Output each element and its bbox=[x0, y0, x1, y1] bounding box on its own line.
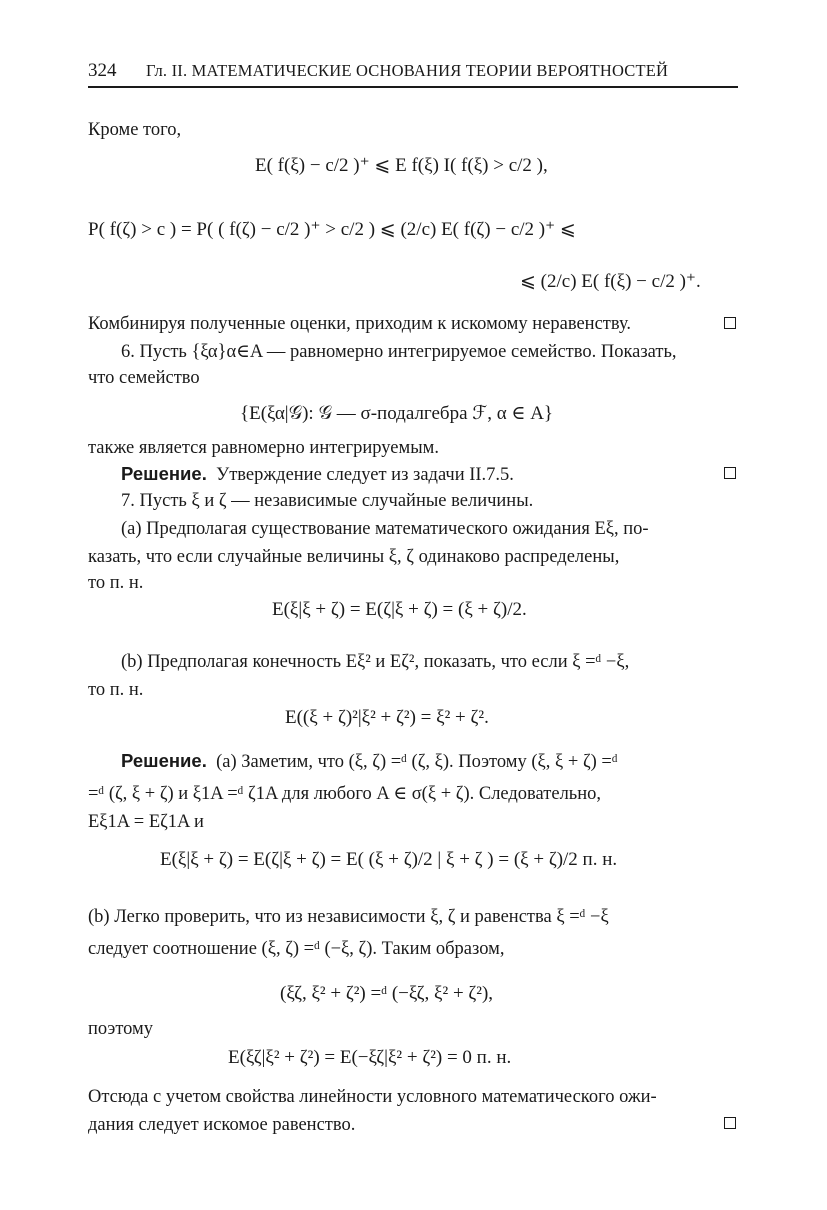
solution-7-line-1 bbox=[121, 749, 618, 774]
problem-7a-line-2: казать, что если случайные величины ξ, ζ одинаково распределены, bbox=[88, 547, 620, 567]
qed-square-3 bbox=[724, 1117, 736, 1129]
header-rule bbox=[88, 86, 738, 88]
problem-6-line-1: 6. Пусть {ξα}α∈A — равномерно интегрируемое семейство. Показать, bbox=[121, 342, 677, 362]
problem-7b-line-2: то п. н. bbox=[88, 680, 144, 700]
problem-7-line-1: 7. Пусть ξ и ζ — независимые случайные величины. bbox=[121, 491, 534, 511]
formula-7: E(ξ|ξ + ζ) = E(ζ|ξ + ζ) = E( (ξ + ζ)/2 | ξ + ζ ) = (ξ + ζ)/2 п. н. bbox=[160, 849, 618, 870]
formula-2: P( f(ζ) > c ) = P( ( f(ζ) − c/2 )⁺ > c/2 ) ⩽ (2/c) E( f(ζ) − c/2 )⁺ ⩽ bbox=[88, 219, 576, 240]
solution-7-text-1: (a) Заметим, что (ξ, ζ) =ᵈ (ζ, ξ). Поэтому (ξ, ξ + ζ) =ᵈ bbox=[216, 752, 618, 772]
problem-6-line-2: что семейство bbox=[88, 368, 200, 388]
solution-7-line-3: Eξ1A = Eζ1A и bbox=[88, 812, 204, 832]
formula-4: {E(ξα|𝒢): 𝒢 — σ-подалгебра ℱ, α ∈ A} bbox=[240, 403, 554, 424]
solution-6 bbox=[121, 462, 514, 487]
running-title: Гл. II. МАТЕМАТИЧЕСКИЕ ОСНОВАНИЯ ТЕОРИИ ВЕРОЯТНОСТЕЙ bbox=[146, 61, 669, 80]
formula-8: (ξζ, ξ² + ζ²) =ᵈ (−ξζ, ξ² + ζ²), bbox=[280, 983, 494, 1004]
formula-6: E((ξ + ζ)²|ξ² + ζ²) = ξ² + ζ². bbox=[285, 707, 489, 728]
problem-7a-line-1: (a) Предполагая существование математического ожидания Eξ, по- bbox=[121, 519, 649, 539]
solution-7-label: Решение. bbox=[121, 750, 207, 771]
solution-7-line-2: =ᵈ (ζ, ξ + ζ) и ξ1A =ᵈ ζ1A для любого A ∈ σ(ξ + ζ). Следовательно, bbox=[88, 784, 602, 804]
final-line-2: дания следует искомое равенство. bbox=[88, 1115, 356, 1135]
solution-6-text: Утверждение следует из задачи II.7.5. bbox=[216, 465, 514, 485]
solution-7b-line-1: (b) Легко проверить, что из независимости ξ, ζ и равенства ξ =ᵈ −ξ bbox=[88, 907, 609, 927]
formula-1: E( f(ξ) − c/2 )⁺ ⩽ E f(ξ) I( f(ξ) > c/2 ), bbox=[255, 155, 548, 176]
solution-7b-line-2: следует соотношение (ξ, ζ) =ᵈ (−ξ, ζ). Таким образом, bbox=[88, 939, 505, 959]
formula-9: E(ξζ|ξ² + ζ²) = E(−ξζ|ξ² + ζ²) = 0 п. н. bbox=[228, 1047, 512, 1068]
qed-square-1 bbox=[724, 317, 736, 329]
text-krome-togo: Кроме того, bbox=[88, 120, 182, 140]
text-combining: Комбинируя полученные оценки, приходим к искомому неравенству. bbox=[88, 314, 631, 334]
solution-6-label: Решение. bbox=[121, 463, 207, 484]
formula-3: ⩽ (2/c) E( f(ξ) − c/2 )⁺. bbox=[520, 271, 701, 292]
final-line-1: Отсюда с учетом свойства линейности условного математического ожи- bbox=[88, 1087, 657, 1107]
problem-7b-line-1: (b) Предполагая конечность Eξ² и Eζ², показать, что если ξ =ᵈ −ξ, bbox=[121, 652, 630, 672]
problem-6-line-3: также является равномерно интегрируемым. bbox=[88, 438, 439, 458]
qed-square-2 bbox=[724, 467, 736, 479]
running-header bbox=[88, 58, 738, 88]
formula-5: E(ξ|ξ + ζ) = E(ζ|ξ + ζ) = (ξ + ζ)/2. bbox=[272, 599, 527, 620]
problem-7a-line-3: то п. н. bbox=[88, 573, 144, 593]
text-poetomu: поэтому bbox=[88, 1019, 154, 1039]
page-number: 324 bbox=[88, 60, 117, 81]
